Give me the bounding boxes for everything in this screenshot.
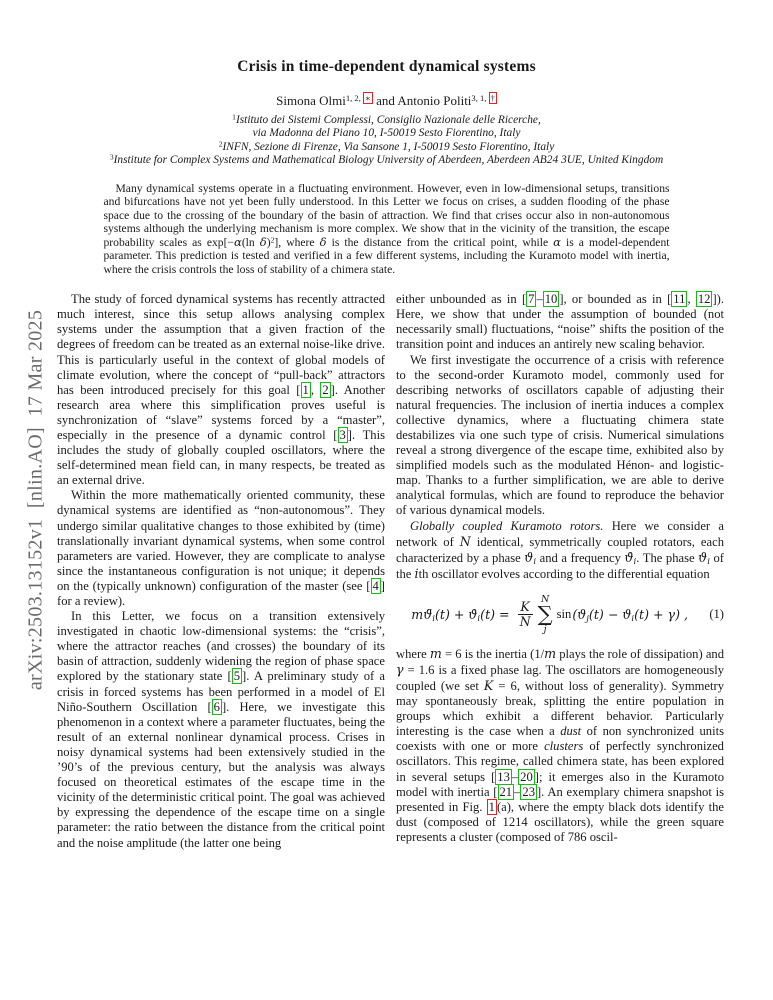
text-segment: (a), where the empty black dots identify the dust (composed of 1214 oscillators), while the green square represents a cluster (composed of 786 oscil- (396, 799, 724, 844)
text-segment: γ (396, 661, 404, 677)
text-segment: plays the role of dissipation) and (556, 646, 724, 661)
text-segment: ϑ (524, 549, 534, 565)
text-segment: and a frequency (536, 550, 625, 565)
text-segment: α (233, 234, 242, 249)
citation-link[interactable]: 10 (544, 292, 558, 307)
text-segment: (t) = (480, 606, 514, 622)
text-segment: i (414, 565, 419, 581)
text-segment: j (586, 613, 589, 624)
text-segment: ]; it emerges also in the Kuramoto model with inertia [ (396, 769, 724, 799)
text-segment: ) (266, 235, 271, 249)
two-column-body (0, 276, 773, 850)
text-segment: i (432, 613, 435, 624)
text-segment: – (514, 784, 521, 799)
text-segment: 2 (270, 235, 275, 245)
text-segment: i (633, 556, 637, 567)
text-segment: Simona Olmi (276, 93, 346, 108)
affiliation-line (0, 127, 773, 140)
affiliation-line (0, 141, 773, 154)
arxiv-stamp: arXiv:2503.13152v1 [nlin.AO] 17 Mar 2025 (24, 309, 47, 691)
text-segment: ϑ̇ (624, 549, 634, 565)
text-segment: (t) + ϑ̇ (434, 606, 478, 622)
summation-sigma-symbol: ∑ (537, 601, 553, 626)
text-segment: via Madonna del Piano 10, I-50019 Sesto Fiorentino, Italy (252, 127, 521, 140)
affiliation-line (0, 154, 773, 167)
text-segment: of non synchronized units coexists with one or more (396, 724, 724, 754)
text-segment: = 6 is the inertia (1/ (441, 646, 545, 661)
text-segment: i (631, 613, 635, 624)
text-segment: Institute for Complex Systems and Mathematical Biology University of Aberdeen, Aberdeen AB24 3UE, United Kingdom (113, 154, 664, 167)
text-segment: (ϑ (572, 606, 587, 622)
sin-function: sin (556, 607, 572, 622)
text-segment: is the distance from the critical point, while (326, 235, 554, 249)
text-segment: δ (259, 234, 267, 249)
citation-link[interactable]: 7 (528, 292, 535, 307)
text-segment: ]. This includes the study of globally coupled oscillators, where the self-determined mean field can, in many respects, be treated as an external drive. (57, 427, 386, 488)
text-segment: ]. Another research area where this simplification proves useful is synchronization of “slave” systems forced by a “master”, especially in the presence of a dynamic control [ (57, 382, 385, 442)
text-segment: Globally coupled Kuramoto rotors. (410, 518, 604, 533)
author-line (0, 93, 773, 109)
text-segment: m (544, 645, 557, 661)
text-segment: of the (396, 550, 724, 581)
text-segment: 3, 1, (471, 93, 489, 104)
text-segment: either unbounded as in [ (396, 292, 527, 307)
text-segment: N (459, 533, 471, 549)
text-segment: of perfectly synchronized oscillators. This regime, called chimera state, has been explored in several setups [ (396, 739, 724, 784)
text-segment: Many dynamical systems operate in a fluctuating environment. However, even in low-dimensional setups, transitions and bifurcations have not yet been fully understood. In this Letter we focus on crises, a sudden flooding of the phase space due to the crossing of the boundary of the basin of attraction. We find that crises occur also in non-autonomous systems although the underlying mechanism is more complex. We show that in the vicinity of the transition, the escape probability scales as exp[− (103, 181, 670, 249)
affiliation-line (0, 114, 773, 127)
text-segment: Istituto dei Sistemi Complessi, Consiglio Nazionale delle Ricerche, (235, 114, 541, 126)
citation-link[interactable]: 3 (339, 427, 346, 442)
equation-rhs (572, 607, 688, 623)
text-segment: We first investigate the occurrence of a crisis with reference to the second-order Kuramoto model, commonly used for describing networks of oscillators capable of adjusting their natural frequencies. The inclusion of inertia induces a complex collective dynamics, where a fluctuating chimera state destabilizes via one such type of crisis. Numerical simulations reveal a strong divergence of the escape time, exhibited also by simplified models such as the modulated Hénon- and logistic-map. Thanks to a further simplification, we are able to derive analytical formulas, which are found to reproduce the behavior of various dynamical models. (396, 352, 724, 518)
citation-link[interactable]: 23 (522, 784, 535, 799)
text-segment: i (533, 556, 537, 567)
text-segment: The study of forced dynamical systems has recently attracted much interest, since this setup allows analysing complex systems under the assumption that a given fraction of the degrees of freedom can be treated as an external noise-like drive. This is particularly useful in the context of global models of climate evolution, where the concept of “pull-back” attractors has been introduced precisely for this goal [ (57, 292, 385, 397)
text-segment: dust (560, 724, 582, 739)
text-segment: In this Letter, we focus on a transition extensively investigated in chaotic low-dimensional systems: the “crisis”, where the attractor reaches (and crosses) the boundary of its basin of attraction, suddenly widening the region of phase space explored by the stationary state [ (57, 609, 385, 684)
text-segment: m (429, 645, 442, 661)
citation-link[interactable]: 11 (673, 292, 686, 307)
text-segment: α (553, 234, 561, 249)
text-segment: (t) + γ) , (634, 606, 689, 622)
text-segment: (t) − ϑ (588, 606, 632, 622)
paragraph (396, 353, 724, 519)
text-segment: 1, 2, (345, 93, 363, 104)
citation-link[interactable]: 21 (499, 784, 513, 799)
text-segment: ], where (274, 235, 320, 249)
text-segment: ]. A preliminary study of a crisis in forced systems has been performed in a model of El Niño-Southern Oscillation [ (57, 669, 385, 714)
text-segment: i (477, 613, 481, 624)
text-segment: INFN, Sezione di Firenze, Via Sansone 1, I-50019 Sesto Fiorentino, Italy (222, 140, 555, 153)
text-segment: K (483, 677, 494, 693)
paper-title: Crisis in time-dependent dynamical systems (237, 58, 536, 75)
paragraph (396, 646, 724, 845)
fraction-denominator: N (519, 614, 531, 630)
text-segment: ] for a review). (57, 578, 385, 608)
text-segment: th oscillator evolves according to the differential equation (418, 566, 710, 581)
text-segment: ]. Here, we investigate this phenomenon in a context where a parameter fluctuates, being the result of an external nonlinear dynamical process. Crises in noisy dynamical systems had been extensively studied in the ’90’s of the previous century, but the analysis was always focused on theoretical estimates of the escape time in the vicinity of the deterministic critical point. The goal was achieved by expressing the dependence of the escape time on a single parameter: the ratio between the distance from the critical point and the noise amplitude (the latter one being (57, 699, 386, 850)
summation-lower-limit: j (543, 623, 547, 635)
paragraph (396, 519, 724, 582)
text-segment: ]). Here, we show that under the assumption of bounded (not necessarily small) fluctuations, “noise” shifts the position of the transition point and induces an antirely new scaling behavior. (396, 292, 724, 352)
footnote-link[interactable]: ∗ (364, 93, 371, 104)
citation-link[interactable]: 12 (697, 292, 711, 307)
citation-link[interactable]: 5 (233, 669, 241, 684)
text-segment: and Antonio Politi (372, 93, 472, 108)
abstract (104, 182, 670, 277)
left-column (57, 292, 385, 850)
fraction-numerator: K (520, 598, 530, 614)
text-segment: ], or bounded as in [ (559, 292, 672, 307)
citation-link[interactable]: 13 (497, 769, 510, 784)
equation-lhs (411, 607, 513, 623)
text-segment: . The phase (636, 550, 699, 565)
summation (538, 595, 553, 635)
citation-link[interactable]: 2 (322, 382, 329, 397)
paragraph (396, 292, 724, 352)
text-segment: 3 (109, 152, 114, 162)
text-segment: identical, symmetrically coupled rotators, each characterized by a phase (396, 534, 724, 565)
equation-body (396, 595, 703, 635)
paragraph (57, 609, 385, 851)
fraction (518, 600, 533, 630)
text-segment: mϑ̈ (411, 606, 433, 622)
figure-link[interactable]: 1 (488, 799, 495, 814)
equation-1 (396, 582, 724, 646)
citation-link[interactable]: 4 (372, 578, 379, 593)
text-segment: – (511, 769, 519, 784)
text-segment: clusters (544, 739, 584, 754)
text-segment: = 6, without loss of generality). Symmetry may spontaneously break, splitting the entire population in groups which exhibit a different behavior. Particularly interesting is the case when a (396, 678, 724, 739)
text-segment: , (687, 292, 696, 307)
citation-link[interactable]: 1 (302, 382, 309, 397)
citation-link[interactable]: 20 (520, 769, 533, 784)
text-segment: Here we consider a network of (396, 518, 724, 549)
summation-upper-limit: N (540, 593, 550, 605)
paper-header (0, 0, 773, 168)
paragraph (57, 292, 385, 488)
text-segment: δ (319, 234, 327, 249)
text-segment: ]. An exemplary chimera snapshot is presented in Fig. (396, 784, 724, 814)
text-segment: 1 (232, 112, 236, 122)
text-segment: is a model-dependent parameter. This prediction is tested and verified in a few different systems, including the Kuramoto model with inertia, where the crisis controls the loss of stability of a chimera state. (103, 235, 670, 276)
text-segment: i (707, 556, 710, 567)
footnote-link[interactable]: † (490, 93, 495, 104)
text-segment: Within the more mathematically oriented community, these dynamical systems are identified as “non-autonomous”. They undergo similar qualitative changes to those exhibited by (time) translationally invariant dynamical systems, when some control parameters are varied. However, they are complicate to analyse since the instantaneous configuration is not unique; it depends on the (typically unknown) configuration of the master (see [ (57, 488, 385, 593)
text-segment: ϑ (698, 549, 708, 565)
text-segment: , (310, 382, 321, 397)
text-segment: = 1.6 is a fixed phase lag. The oscillators are homogeneously coupled (we set (396, 662, 724, 693)
affiliations (0, 114, 773, 168)
text-segment: – (536, 292, 543, 307)
text-segment: where (396, 646, 430, 661)
equation-number: (1) (709, 607, 724, 622)
paragraph (57, 488, 385, 609)
citation-link[interactable]: 6 (213, 699, 220, 714)
text-segment: 2 (218, 139, 223, 149)
text-segment: (ln (241, 235, 260, 249)
right-column (396, 292, 724, 850)
